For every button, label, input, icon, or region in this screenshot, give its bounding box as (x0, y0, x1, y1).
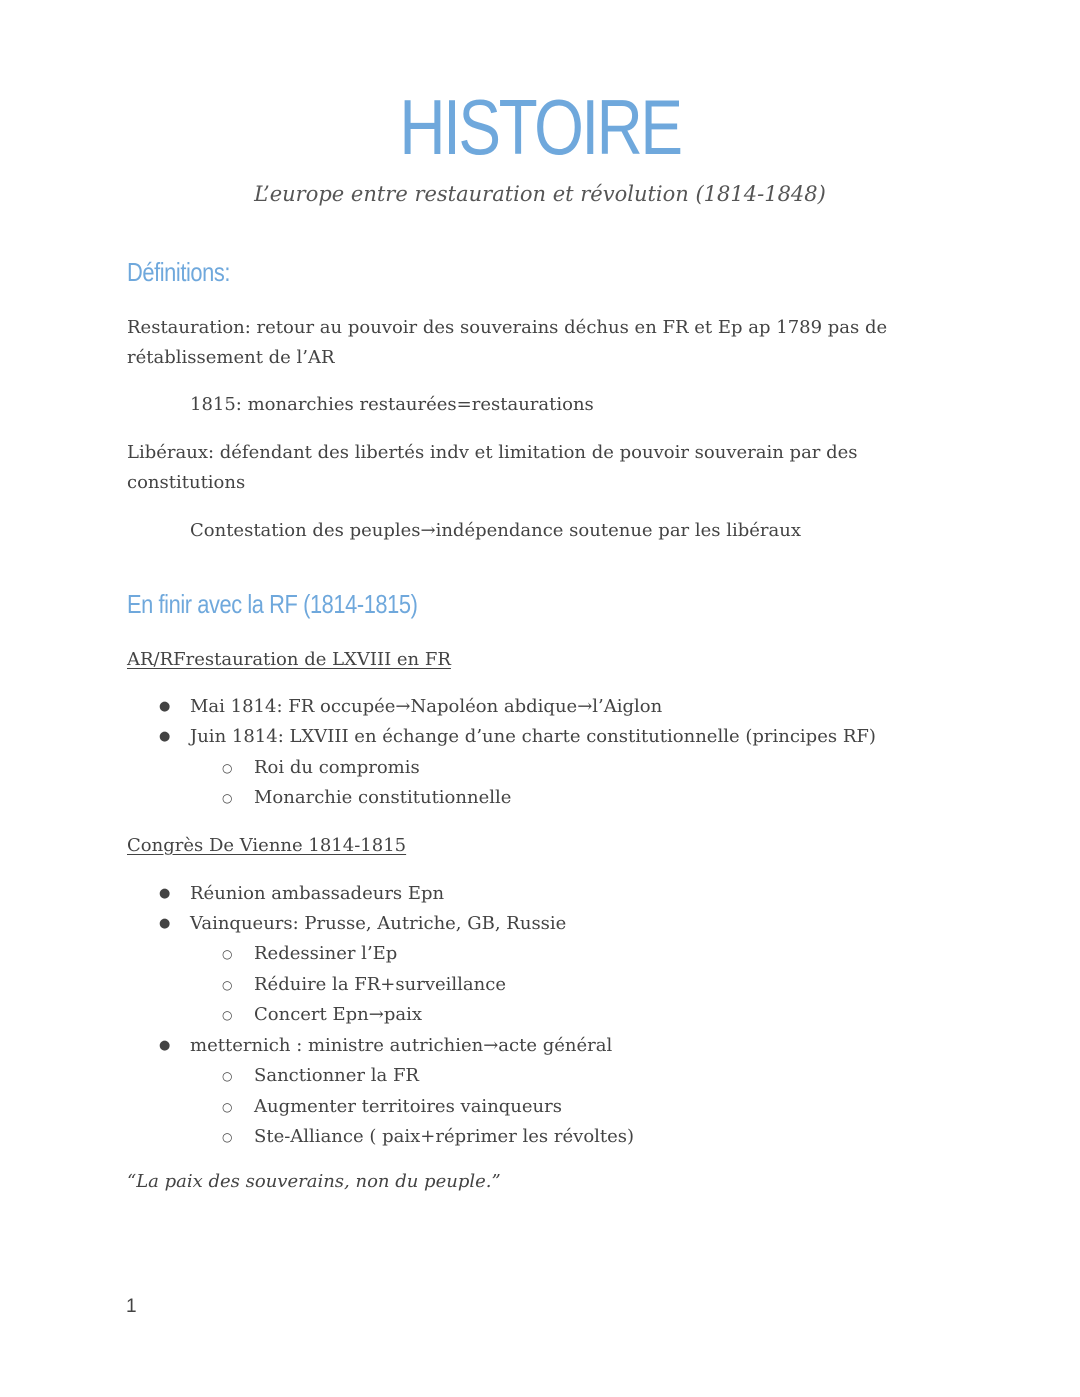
list-item (159, 722, 876, 752)
definition-liberaux-note: Contestation des peuples→indépendance soutenue par les libéraux (190, 520, 802, 541)
circle-bullet-icon: ○ (222, 791, 233, 805)
bullet-icon: ● (159, 1038, 171, 1053)
document-title: HISTOIRE (399, 83, 681, 171)
sub-list-item-text: Monarchie constitutionnelle (254, 787, 512, 808)
bullet-icon: ● (159, 886, 171, 901)
list-item (159, 692, 663, 722)
subsection-congres-title: Congrès De Vienne 1814-1815 (127, 835, 407, 856)
sub-list-item (222, 970, 506, 1000)
circle-bullet-icon: ○ (222, 1100, 233, 1114)
bullet-icon: ● (159, 729, 171, 744)
section-rf-heading: En finir avec la RF (1814-1815) (127, 589, 418, 619)
list-item-text: Réunion ambassadeurs Epn (190, 883, 445, 904)
bullet-icon: ● (159, 699, 171, 714)
definition-restauration: Restauration: retour au pouvoir des souverains déchus en FR et Ep ap 1789 pas de rétablissement de l’AR (127, 317, 888, 368)
sub-list-item (222, 783, 512, 813)
list-item (159, 879, 445, 909)
sub-list-item (222, 1061, 419, 1091)
definition-liberaux: Libéraux: défendant des libertés indv et limitation de pouvoir souverain par des constitutions (127, 442, 858, 493)
page-number: 1 (126, 1296, 137, 1317)
circle-bullet-icon: ○ (222, 1008, 233, 1022)
sub-list-item-text: Redessiner l’Ep (254, 943, 398, 964)
circle-bullet-icon: ○ (222, 761, 233, 775)
sub-list-item-text: Concert Epn→paix (254, 1004, 422, 1025)
list-item-text: Vainqueurs: Prusse, Autriche, GB, Russie (190, 913, 567, 934)
sub-list-item-text: Réduire la FR+surveillance (254, 974, 506, 995)
sub-list-item (222, 1092, 562, 1122)
sub-list-item (222, 939, 398, 969)
sub-list-item (222, 1122, 635, 1152)
subsection-restauration-title: AR/RFrestauration de LXVIII en FR (127, 649, 451, 670)
list-item (159, 1031, 613, 1061)
sub-list-item-text: Sanctionner la FR (254, 1065, 419, 1086)
list-item-text: metternich : ministre autrichien→acte général (190, 1035, 613, 1056)
closing-quote: “La paix des souverains, non du peuple.” (127, 1171, 501, 1192)
sub-list-item-text: Augmenter territoires vainqueurs (254, 1096, 562, 1117)
document-subtitle: L’europe entre restauration et révolution (1814-1848) (254, 182, 826, 206)
sub-list-item-text: Ste-Alliance ( paix+réprimer les révoltes) (254, 1126, 635, 1147)
list-item-text: Juin 1814: LXVIII en échange d’une charte constitutionnelle (principes RF) (190, 726, 876, 747)
sub-list-item (222, 753, 420, 783)
sub-list-item-text: Roi du compromis (254, 757, 420, 778)
circle-bullet-icon: ○ (222, 947, 233, 961)
circle-bullet-icon: ○ (222, 1069, 233, 1083)
circle-bullet-icon: ○ (222, 978, 233, 992)
list-item-text: Mai 1814: FR occupée→Napoléon abdique→l’Aiglon (190, 696, 663, 717)
definitions-heading: Définitions: (127, 257, 231, 287)
definition-restauration-note: 1815: monarchies restaurées=restaurations (190, 394, 594, 415)
circle-bullet-icon: ○ (222, 1130, 233, 1144)
list-item (159, 909, 567, 939)
sub-list-item (222, 1000, 422, 1030)
bullet-icon: ● (159, 916, 171, 931)
